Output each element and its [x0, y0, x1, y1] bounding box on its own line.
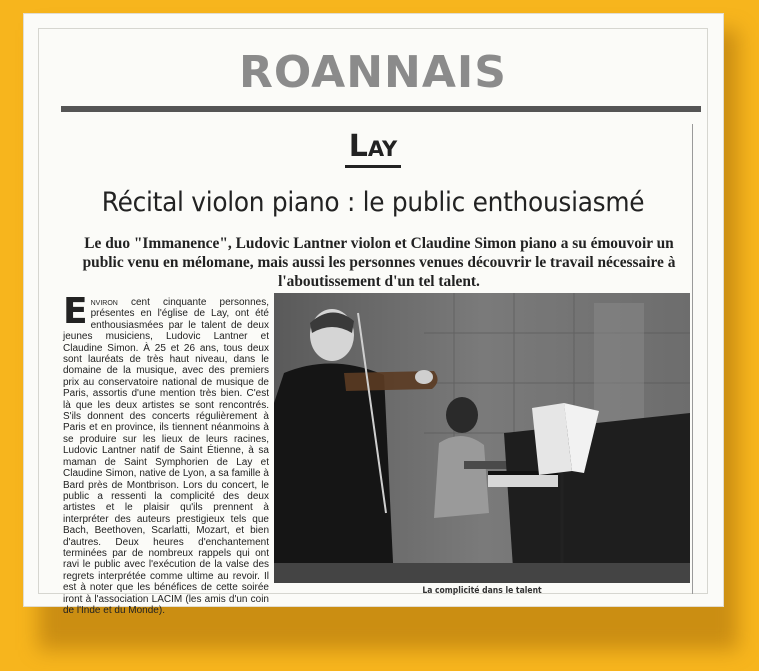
concert-photo: [274, 293, 690, 583]
lead-in: nviron: [90, 297, 118, 308]
drop-cap: E: [63, 291, 88, 332]
masthead-rule: [61, 106, 701, 112]
newspaper-clipping: [24, 14, 723, 616]
section-heading: [39, 129, 707, 164]
clipping-frame: [38, 28, 708, 616]
section-label: Lay: [345, 129, 402, 168]
photo-illustration: [274, 293, 690, 583]
column-rule: [692, 124, 693, 594]
masthead: ROANNAIS: [239, 47, 507, 98]
photo-caption: La complicité dans le talent: [422, 586, 542, 596]
article-headline: Récital violon piano : le public enthousiasmé: [101, 187, 645, 218]
article-body: [63, 291, 269, 616]
article-lead: Le duo "Immanence", Ludovic Lantner violon et Claudine Simon piano a su émouvoir un public venu en mélomane, mais aussi les personnes venues découvrir le travail nécessaire à l'aboutissement d'un tel talent.: [82, 235, 676, 290]
article-body-text: cent cinquante personnes, présentes en l'église de Lay, ont été enthousiasmées par le talent de deux jeunes musiciens, Ludovic Lantner et Claudine Simon. À 25 et 26 ans, tous deux sont lauréats de très haut niveau, dans le domaine de la musique, avec des premiers prix au conservatoire national de musique de Paris, assortis d'une mention très bien. C'est là que les deux artistes se sont rencontrés. S'ils donnent des concerts régulièrement à Paris et en province, ils tiennent néanmoins à se produire sur les lieux de leurs racines, Ludovic Lantner natif de Saint Étienne, à sa maman de Saint Symphorien de Lay et Claudine Simon, native de Lyon, a sa famille à Bard près de Montbrison. Lors du concert, le public a ressenti la complicité des deux artistes et le plaisir qu'ils prennent à interpréter des auteurs prestigieux tels que Bach, Beethoven, Scarlatti, Mozart, et bien d'autres. Deux heures d'enchantement terminées par de nombreux rappels qui ont ravi le public avec l'exécution de la valse des regrets interprétée comme ultime au revoir. Il est à noter que les bénéfices de cette soirée iront à l'association LACIM (les amis d'un coin de l'Inde et du Monde).: [63, 297, 269, 616]
